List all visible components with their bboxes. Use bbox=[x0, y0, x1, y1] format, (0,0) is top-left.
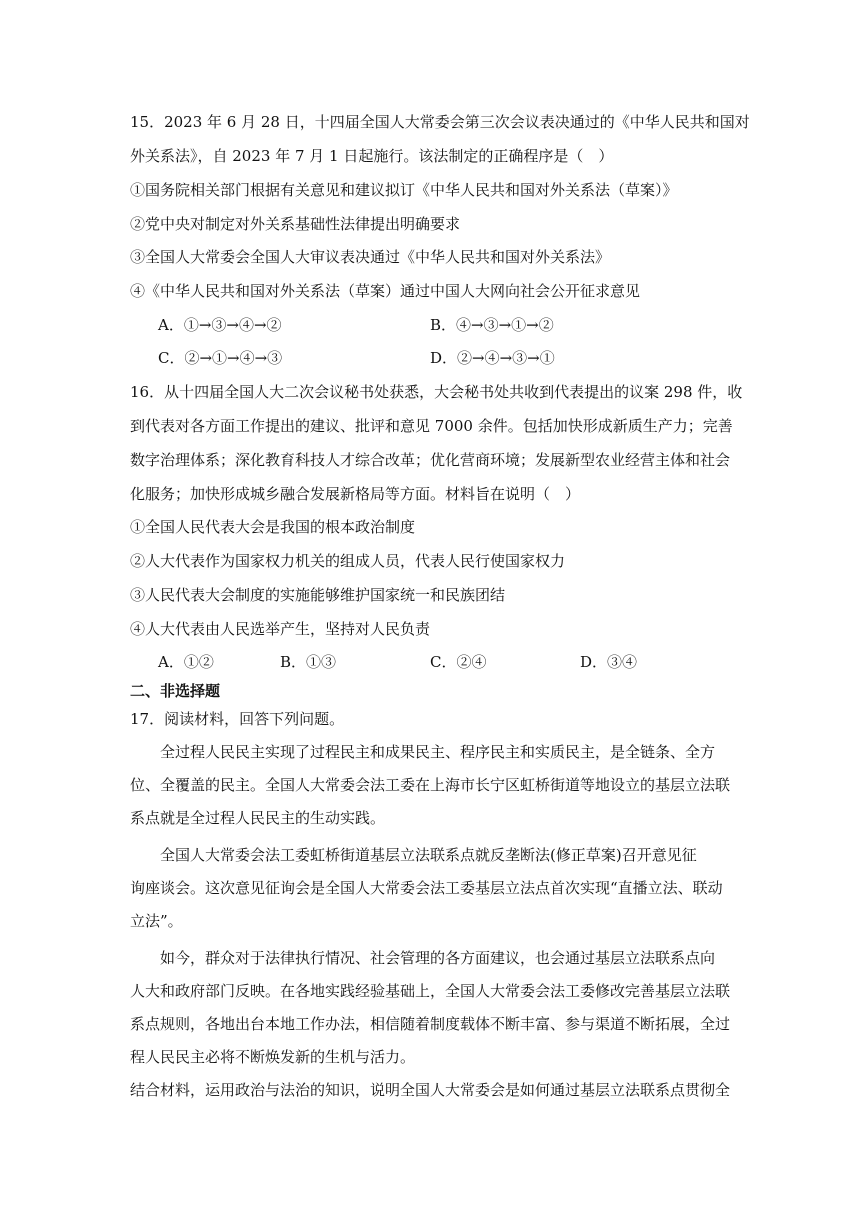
q15-item-4: ④《中华人民共和国对外关系法（草案）通过中国人大网向社会公开征求意见 bbox=[130, 282, 641, 300]
q17-question: 结合材料，运用政治与法治的知识，说明全国人大常委会是如何通过基层立法联系点贯彻全 bbox=[130, 1081, 731, 1099]
q17-para1-line-3: 系点就是全过程人民民主的生动实践。 bbox=[130, 809, 386, 827]
q15-item-3: ③全国人大常委会全国人大审议表决通过《中华人民共和国对外关系法》 bbox=[130, 248, 611, 266]
q16-option-d[interactable]: D．③④ bbox=[580, 653, 638, 671]
q16-item-4: ④人大代表由人民选举产生，坚持对人民负责 bbox=[130, 620, 431, 638]
q15-option-c[interactable]: C．②→①→④→③ bbox=[158, 349, 283, 367]
q16-option-c[interactable]: C．②④ bbox=[430, 653, 487, 671]
q16-item-3: ③人民代表大会制度的实施能够维护国家统一和民族团结 bbox=[130, 586, 506, 604]
q16-stem-line-2: 到代表对各方面工作提出的建议、批评和意见 7000 余件。包括加快形成新质生产力；完善 bbox=[130, 417, 733, 435]
section-heading: 二、非选择题 bbox=[130, 682, 221, 700]
q16-item-2: ②人大代表作为国家权力机关的组成人员，代表人民行使国家权力 bbox=[130, 552, 566, 570]
q15-stem-line-2: 外关系法》，自 2023 年 7 月 1 日起施行。该法制定的正确程序是（ ） bbox=[130, 147, 614, 165]
q16-stem-line-4: 化服务；加快形成城乡融合发展新格局等方面。材料旨在说明（ ） bbox=[130, 485, 581, 503]
q15-option-d[interactable]: D．②→④→③→① bbox=[430, 349, 555, 367]
q17-para1-line-2: 位、全覆盖的民主。全国人大常委会法工委在上海市长宁区虹桥街道等地设立的基层立法联 bbox=[130, 776, 731, 794]
q15-stem-line-1: 15．2023 年 6 月 28 日，十四届全国人大常委会第三次会议表决通过的《中华人民共和国对 bbox=[130, 113, 750, 131]
q15-item-1: ①国务院相关部门根据有关意见和建议拟订《中华人民共和国对外关系法（草案）》 bbox=[130, 181, 678, 199]
q17-para3-line-1: 如今，群众对于法律执行情况、社会管理的各方面建议，也会通过基层立法联系点向 bbox=[160, 949, 716, 967]
q15-option-a[interactable]: A．①→③→④→② bbox=[158, 316, 282, 334]
q16-stem-line-1: 16．从十四届全国人大二次会议秘书处获悉，大会秘书处共收到代表提出的议案 298 件，收 bbox=[130, 383, 743, 401]
q16-stem-line-3: 数字治理体系；深化教育科技人才综合改革；优化营商环境；发展新型农业经营主体和社会 bbox=[130, 451, 731, 469]
q17-para3-line-2: 人大和政府部门反映。在各地实践经验基础上，全国人大常委会法工委修改完善基层立法联 bbox=[130, 982, 731, 1000]
q17-para2-line-3: 立法”。 bbox=[130, 912, 183, 930]
q17-para1-line-1: 全过程人民民主实现了过程民主和成果民主、程序民主和实质民主，是全链条、全方 bbox=[160, 743, 716, 761]
q15-item-2: ②党中央对制定对外关系基础性法律提出明确要求 bbox=[130, 215, 461, 233]
q17-stem: 17．阅读材料，回答下列问题。 bbox=[130, 710, 345, 728]
q16-option-b[interactable]: B．①③ bbox=[280, 653, 337, 671]
q17-para2-line-2: 询座谈会。这次意见征询会是全国人大常委会法工委基层立法点首次实现“直播立法、联动 bbox=[130, 879, 723, 897]
q15-option-b[interactable]: B．④→③→①→② bbox=[430, 316, 554, 334]
q16-option-a[interactable]: A．①② bbox=[158, 653, 214, 671]
q17-para3-line-4: 程人民民主必将不断焕发新的生机与活力。 bbox=[130, 1048, 416, 1066]
q17-para3-line-3: 系点规则，各地出台本地工作办法，相信随着制度载体不断丰富、参与渠道不断拓展，全过 bbox=[130, 1015, 731, 1033]
q16-item-1: ①全国人民代表大会是我国的根本政治制度 bbox=[130, 518, 416, 536]
q17-para2-line-1: 全国人大常委会法工委虹桥街道基层立法联系点就反垄断法(修正草案)召开意见征 bbox=[160, 846, 697, 864]
